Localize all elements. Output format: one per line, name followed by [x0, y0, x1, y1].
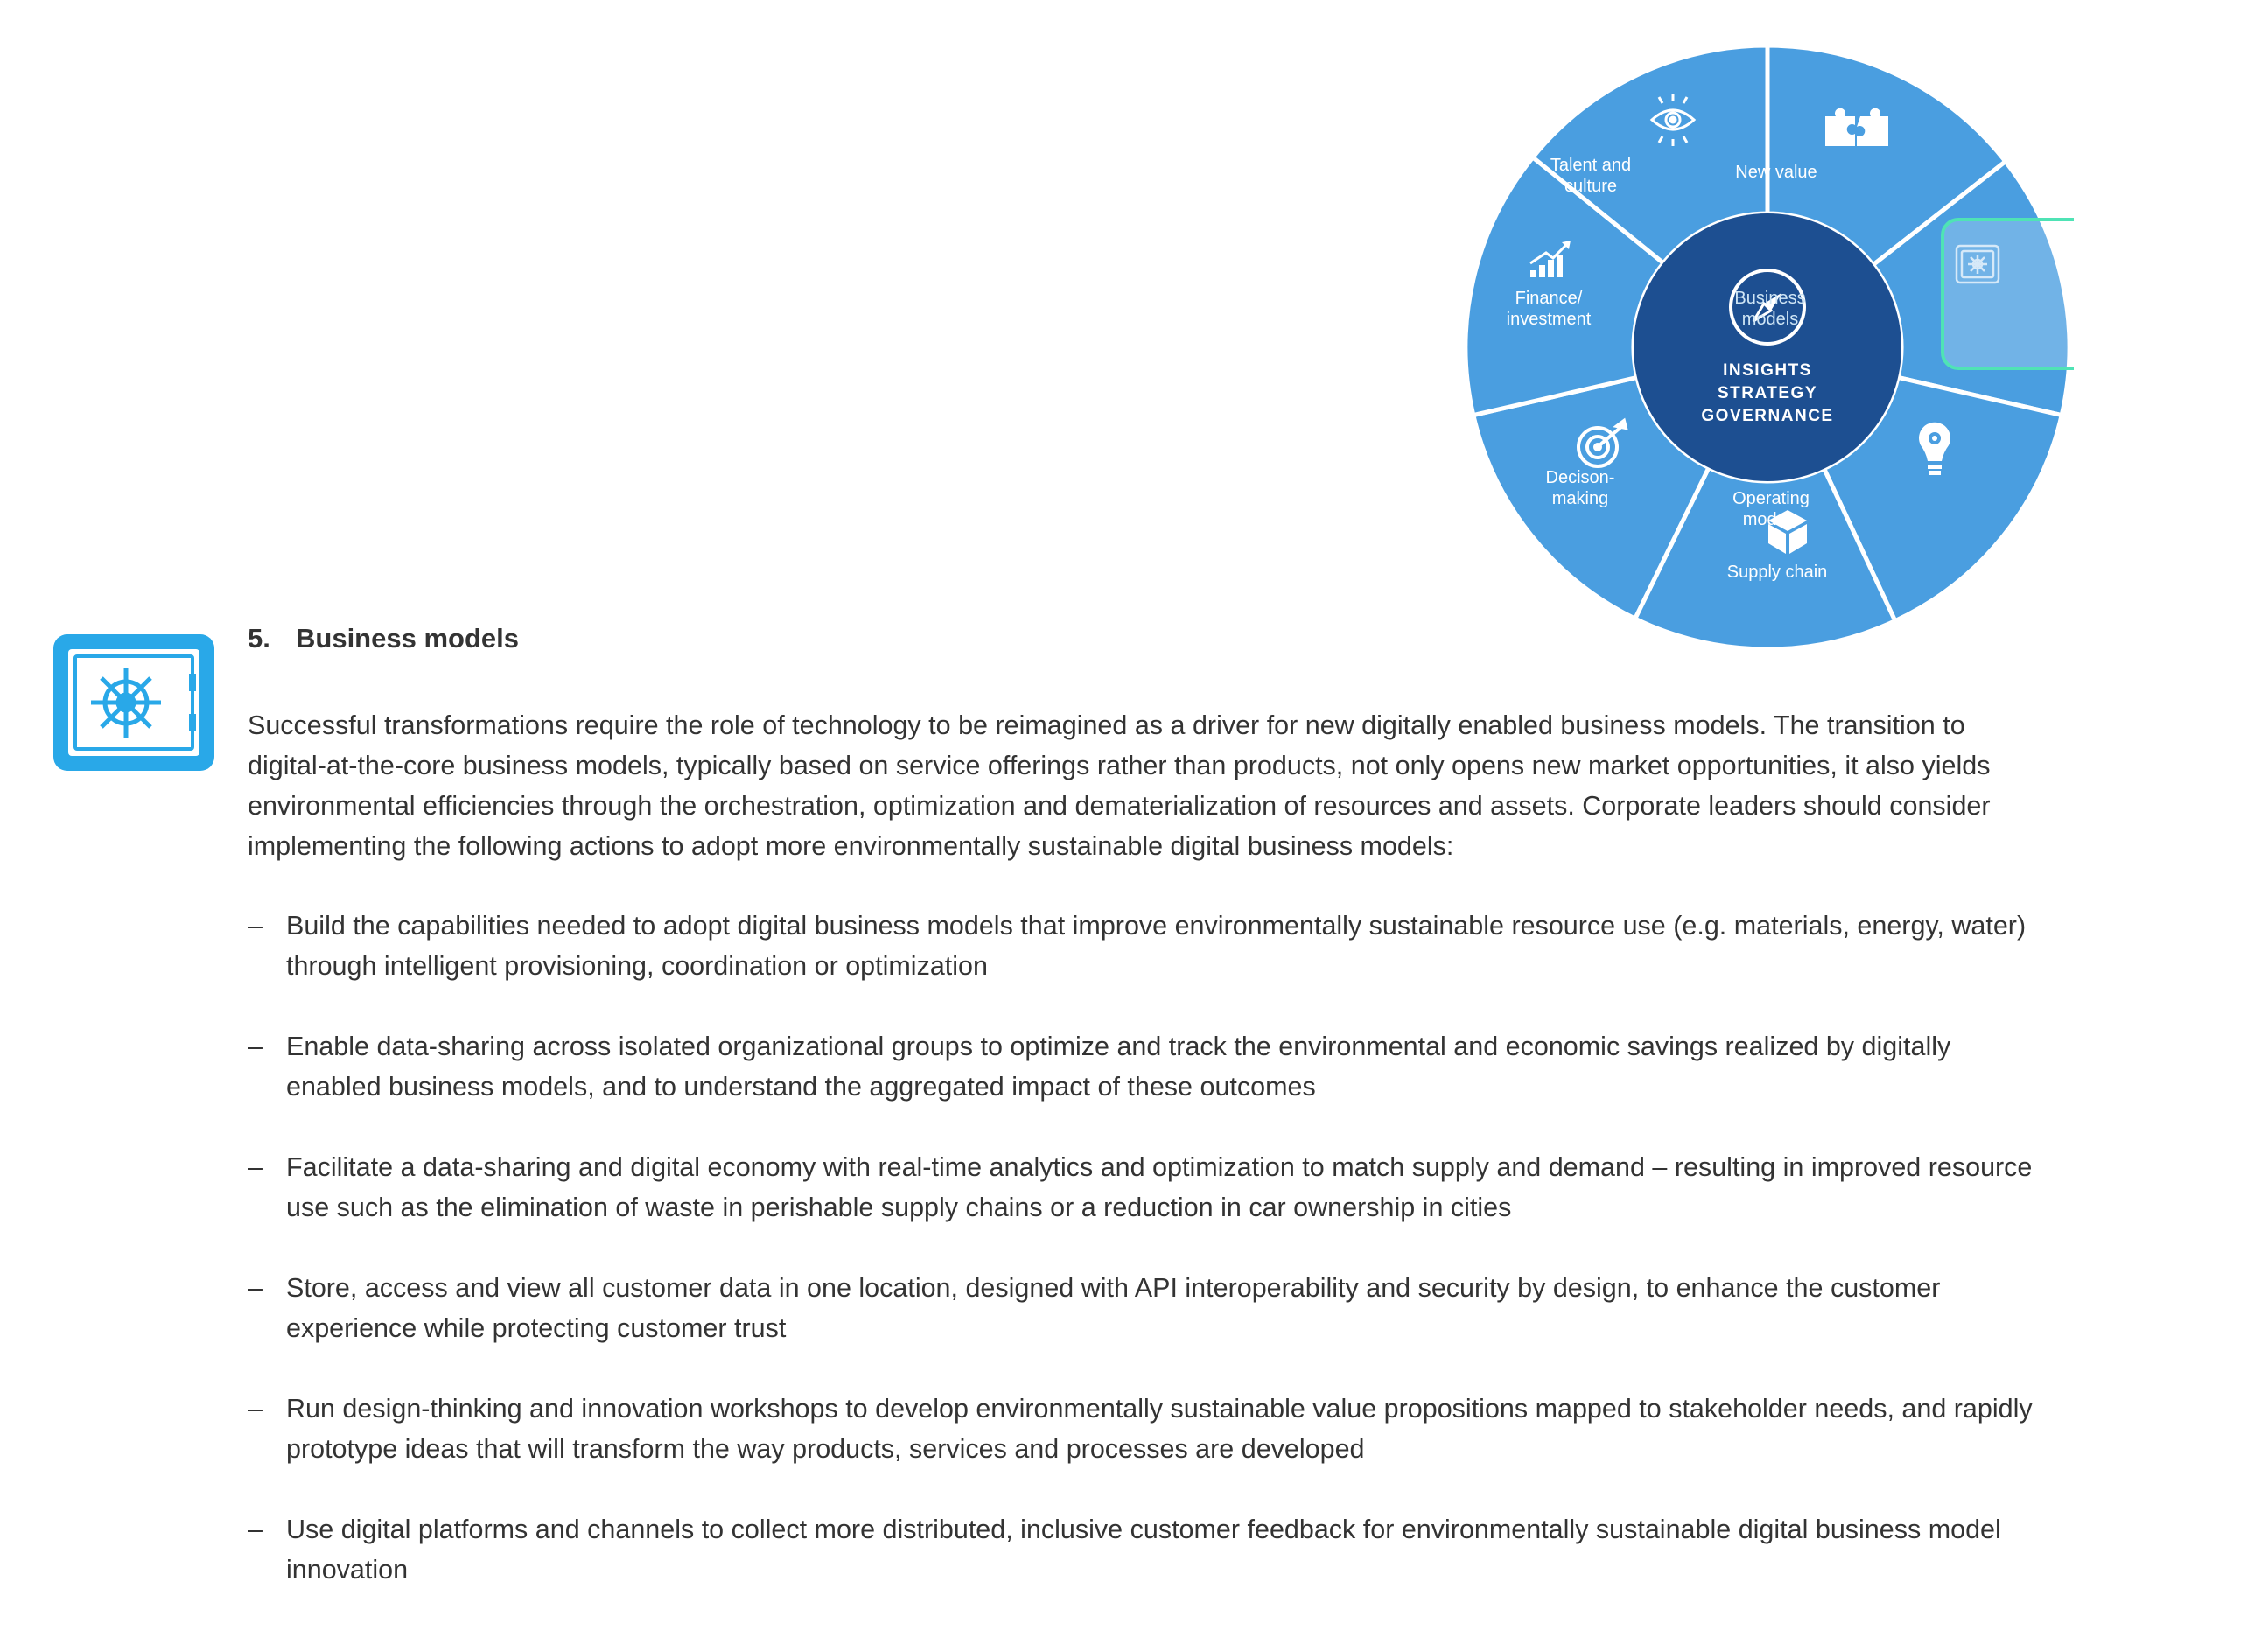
action-item	[248, 1509, 2050, 1590]
dash-bullet: –	[248, 1032, 262, 1061]
wheel-label-new-value: New value	[1735, 163, 1817, 182]
safe-icon	[51, 632, 217, 773]
dash-bullet: –	[248, 1394, 262, 1424]
action-item	[248, 906, 2050, 986]
highlight-box	[1942, 220, 2074, 368]
action-text: Store, access and view all customer data in one location, designed with API interoperability and security by design, to enhance the customer experience while protecting customer trust	[286, 1273, 1941, 1343]
action-text: Run design-thinking and innovation workshops to develop environmentally sustainable value propositions mapped to stakeholder needs, and rapidly prototype ideas that will transform the way products, services and processes are developed	[286, 1394, 2033, 1464]
actions-list	[248, 906, 2050, 1630]
section-heading	[248, 623, 519, 654]
center-label-line: INSIGHTS	[1723, 361, 1812, 380]
wheel-label-business-models: Business models	[1734, 289, 1806, 329]
dash-bullet: –	[248, 1152, 262, 1182]
action-text: Use digital platforms and channels to collect more distributed, inclusive customer feedback for environmentally sustainable digital business model innovation	[286, 1515, 2001, 1585]
action-text: Facilitate a data-sharing and digital economy with real-time analytics and optimization to match supply and demand – resulting in improved resource use such as the elimination of waste in perishable supply chains or a reduction in car ownership in cities	[286, 1152, 2033, 1222]
action-text: Enable data-sharing across isolated organizational groups to optimize and track the environmental and economic savings realized by digitally enabled business models, and to understand the aggregated impact of these outcomes	[286, 1032, 1951, 1102]
dash-bullet: –	[248, 1273, 262, 1303]
action-item	[248, 1026, 2050, 1107]
action-item	[248, 1147, 2050, 1228]
intro-paragraph: Successful transformations require the role of technology to be reimagined as a driver for new digitally enabled business models. The transition to digital-at-the-core business models, typically based on service offerings rather than products, not only opens new market opportunities, it also yields environmental efficiencies through the orchestration, optimization and dematerialization of resources and assets. Corporate leaders should consider implementing the following actions to adopt more environmentally sustainable digital business models:	[248, 710, 1991, 861]
wheel-center	[1634, 213, 1901, 481]
wheel-label-finance-investment: Finance/ investment	[1506, 289, 1592, 329]
wheel-label-talent-culture: Talent and culture	[1550, 156, 1632, 196]
wheel-label-supply-chain: Supply chain	[1726, 563, 1828, 582]
safe-icon	[1956, 246, 1998, 283]
dash-bullet: –	[248, 911, 262, 941]
wheel-label-decision-making: Decison-making	[1545, 468, 1615, 508]
wheel-label-operating-models: Operating models	[1732, 489, 1810, 529]
action-text: Build the capabilities needed to adopt digital business models that improve environmentally sustainable resource use (e.g. materials, energy, water) through intelligent provisioning, coordination or optimization	[286, 911, 2026, 981]
center-label-line: GOVERNANCE	[1701, 407, 1834, 425]
action-item	[248, 1389, 2050, 1469]
section-title: Business models	[296, 623, 519, 654]
action-item	[248, 1268, 2050, 1348]
dash-bullet: –	[248, 1515, 262, 1544]
section-number: 5.	[248, 623, 270, 654]
center-label-line: STRATEGY	[1717, 384, 1818, 402]
capability-wheel	[1461, 39, 2074, 652]
